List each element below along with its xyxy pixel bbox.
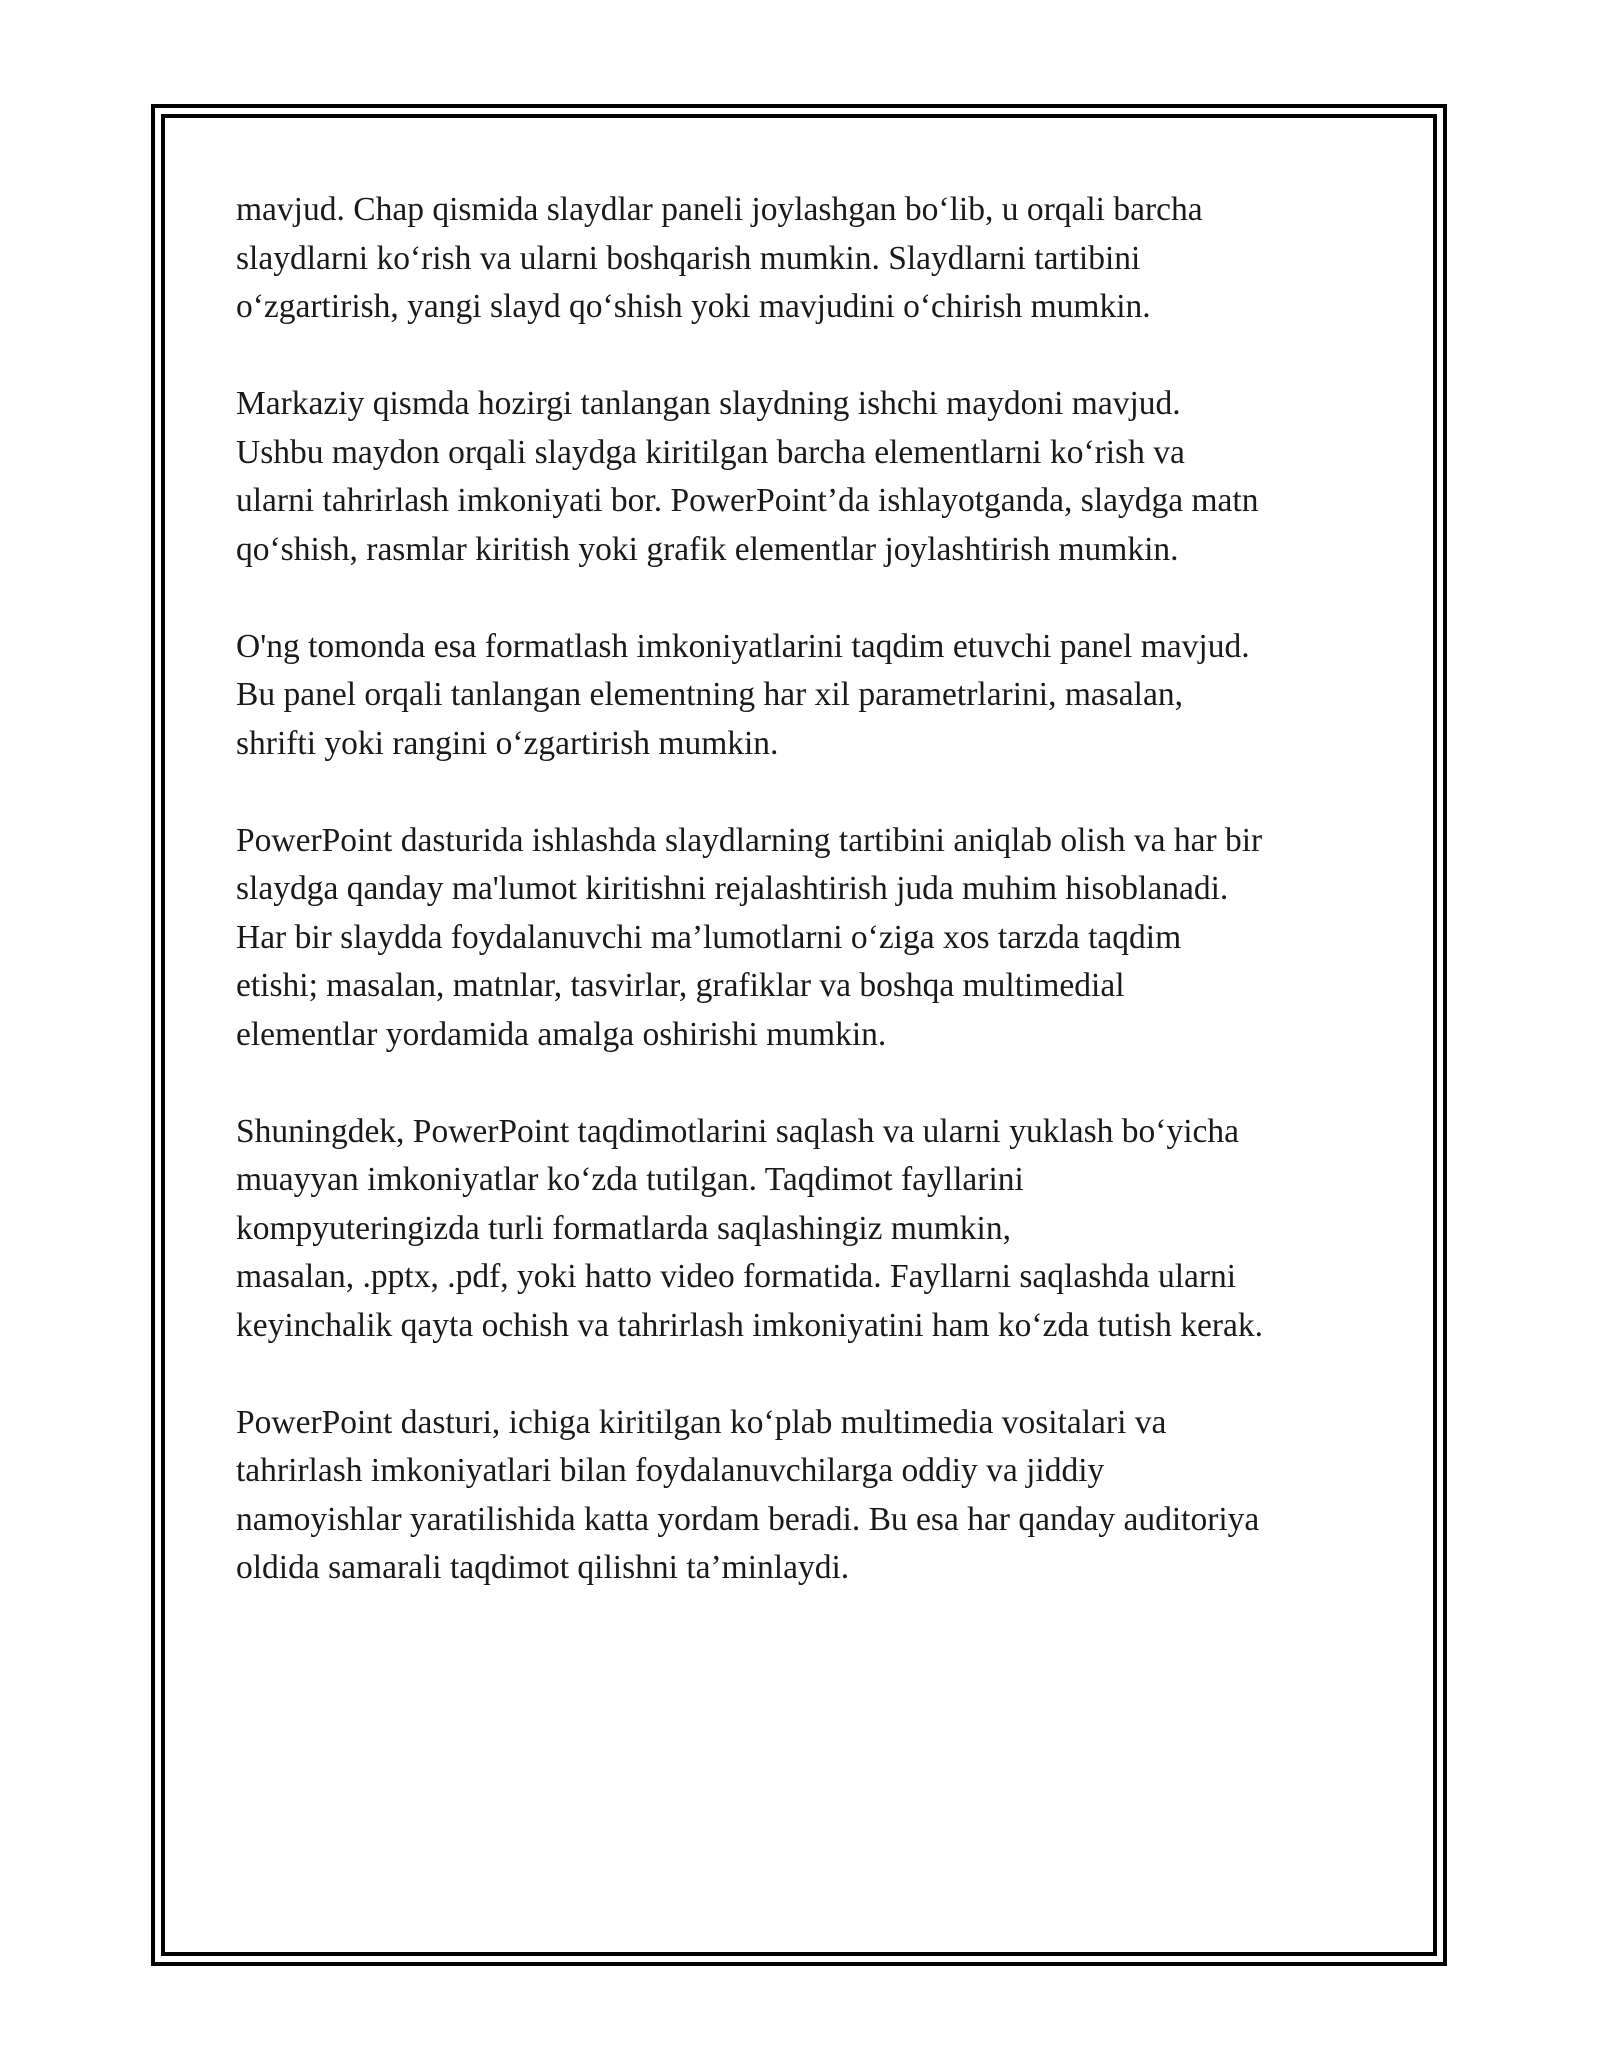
text-line: o‘zgartirish, yangi slayd qo‘shish yoki mavjudini o‘chirish mumkin. (236, 288, 1151, 325)
text-line: keyinchalik qayta ochish va tahrirlash imkoniyatini ham ko‘zda tutish kerak. (236, 1306, 1264, 1344)
text-line: mavjud. Chap qismida slaydlar paneli joylashgan bo‘lib, u orqali barcha (236, 191, 1203, 228)
paragraph (236, 380, 1372, 574)
text-line: masalan, .pptx, .pdf, yoki hatto video formatida. Fayllarni saqlashda ularni (236, 1258, 1237, 1295)
text-line: muayyan imkoniyatlar ko‘zda tutilgan. Taqdimot fayllarini (236, 1161, 1024, 1198)
paragraph (236, 186, 1372, 332)
text-line: O'ng tomonda esa formatlash imkoniyatlarini taqdim etuvchi panel mavjud. (236, 627, 1250, 665)
paragraph (236, 817, 1372, 1060)
text-line: Shuningdek, PowerPoint taqdimotlarini saqlash va ularni yuklash bo‘yicha (236, 1112, 1239, 1150)
text-line: Bu panel orqali tanlangan elementning har xil parametrlarini, masalan, (236, 676, 1183, 713)
text-line: etishi; masalan, matnlar, tasvirlar, grafiklar va boshqa multimedial (236, 967, 1125, 1004)
text-line: Har bir slaydda foydalanuvchi ma’lumotlarni o‘ziga xos tarzda taqdim (236, 918, 1182, 956)
text-line: shrifti yoki rangini o‘zgartirish mumkin. (236, 724, 779, 762)
text-line: oldida samarali taqdimot qilishni ta’minlaydi. (236, 1549, 850, 1586)
text-line: tahrirlash imkoniyatlari bilan foydalanuvchilarga oddiy va jiddiy (236, 1452, 1105, 1489)
text-line: Ushbu maydon orqali slaydga kiritilgan barcha elementlarni ko‘rish va (236, 433, 1185, 471)
paragraph (236, 1399, 1372, 1593)
text-line: slaydga qanday ma'lumot kiritishni rejalashtirish juda muhim hisoblanadi. (236, 870, 1229, 907)
text-line: kompyuteringizda turli formatlarda saqlashingiz mumkin, (236, 1209, 1011, 1247)
text-line: elementlar yordamida amalga oshirishi mumkin. (236, 1015, 887, 1053)
text-line: ularni tahrirlash imkoniyati bor. PowerPoint’da ishlayotganda, slaydga matn (236, 482, 1259, 519)
text-line: PowerPoint dasturida ishlashda slaydlarning tartibini aniqlab olish va har bir (236, 821, 1263, 859)
text-line: namoyishlar yaratilishida katta yordam beradi. Bu esa har qanday auditoriya (236, 1500, 1260, 1538)
paragraph (236, 623, 1372, 769)
text-line: PowerPoint dasturi, ichiga kiritilgan ko‘plab multimedia vositalari va (236, 1403, 1167, 1441)
text-line: slaydlarni ko‘rish va ularni boshqarish mumkin. Slaydlarni tartibini (236, 239, 1141, 277)
text-line: Markaziy qismda hozirgi tanlangan slaydning ishchi maydoni mavjud. (236, 385, 1181, 422)
text-line: qo‘shish, rasmlar kiritish yoki grafik elementlar joylashtirish mumkin. (236, 530, 1179, 568)
paragraph (236, 1108, 1372, 1351)
document-body (236, 186, 1372, 1641)
